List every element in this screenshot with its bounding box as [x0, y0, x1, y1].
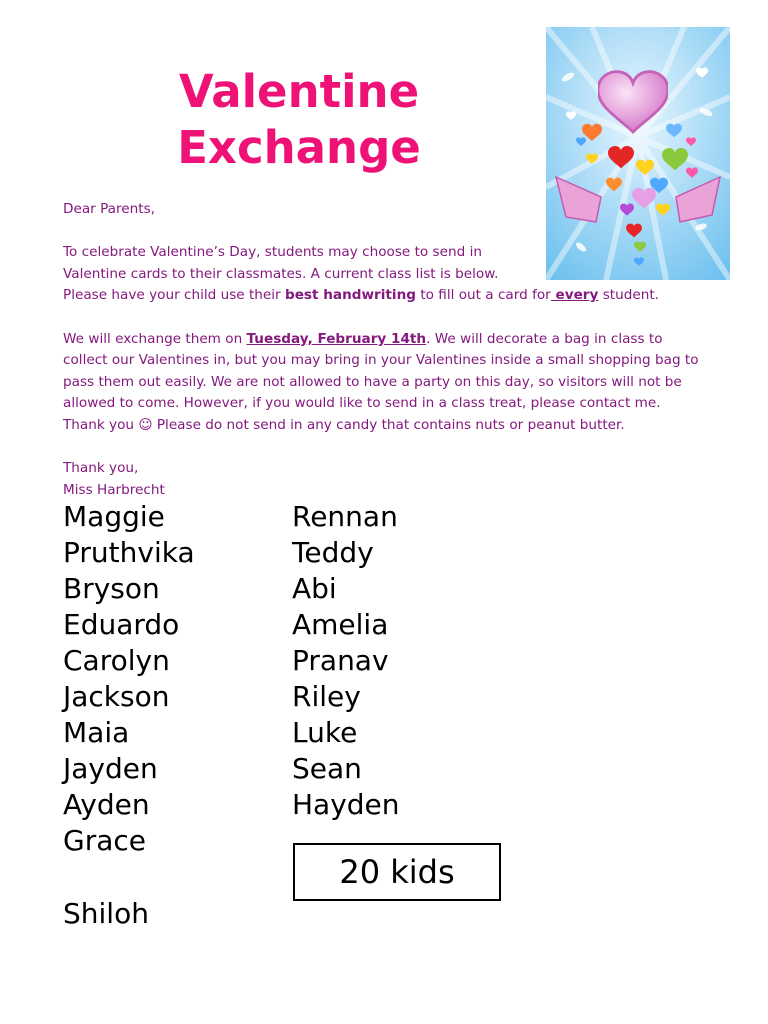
student-name: Pranav [292, 644, 389, 677]
student-name: Sean [292, 752, 362, 785]
student-name: Jackson [63, 680, 170, 713]
student-name: Abi [292, 572, 337, 605]
student-count-box [293, 843, 501, 901]
letter-text: We will exchange them on [63, 330, 247, 347]
student-list-column-1 [63, 499, 195, 859]
student-name: Amelia [292, 608, 389, 641]
student-name: Luke [292, 716, 358, 749]
student-name: Carolyn [63, 644, 170, 677]
parent-letter [63, 199, 743, 501]
letter-paragraph-1-line-3 [63, 285, 743, 307]
letter-text: . We will decorate a bag in class to [426, 330, 663, 347]
student-count-label: 20 kids [339, 853, 455, 891]
student-name: Maggie [63, 500, 165, 533]
student-name: Bryson [63, 572, 160, 605]
letter-paragraph-2-line-4: allowed to come. However, if you would like to send in a class treat, please contact me. [63, 395, 661, 412]
letter-text: student. [598, 287, 659, 304]
student-name: Grace [63, 824, 146, 857]
student-name: Ayden [63, 788, 150, 821]
student-name: Maia [63, 716, 130, 749]
letter-greeting: Dear Parents, [63, 201, 155, 217]
title-line-1: Valentine [178, 65, 420, 118]
best-handwriting-emphasis: best handwriting [284, 287, 416, 304]
title-line-2: Exchange [177, 121, 421, 174]
page-title [140, 64, 458, 176]
letter-paragraph-1-line-2: Valentine cards to their classmates. A current class list is below. [63, 265, 499, 282]
student-name: Eduardo [63, 608, 180, 641]
letter-paragraph-2-line-5: Thank you ☺ Please do not send in any candy that contains nuts or peanut butter. [63, 416, 625, 433]
student-name: Teddy [292, 536, 374, 569]
student-name: Pruthvika [63, 536, 195, 569]
student-name: Hayden [292, 788, 400, 821]
exchange-date: Tuesday, February 14th [246, 330, 427, 347]
letter-text: to fill out a card for [416, 287, 551, 304]
student-name: Jayden [63, 752, 158, 785]
letter-paragraph-2-line-2: collect our Valentines in, but you may bring in your Valentines inside a small shopping bag to [63, 352, 699, 369]
student-name: Riley [292, 680, 361, 713]
letter-text: Please have your child use their [63, 287, 285, 304]
student-list-column-2 [292, 499, 400, 823]
letter-paragraph-2-line-3: pass them out easily. We are not allowed to have a party on this day, so visitors will not be [63, 373, 682, 390]
letter-signature: Miss Harbrecht [63, 481, 165, 498]
student-name: Rennan [292, 500, 398, 533]
letter-closing: Thank you, [63, 460, 139, 477]
student-name: Shiloh [63, 897, 149, 930]
letter-paragraph-2-line-1 [63, 329, 743, 351]
letter-paragraph-1-line-1: To celebrate Valentine’s Day, students may choose to send in [63, 244, 482, 261]
every-emphasis: every [550, 287, 599, 304]
